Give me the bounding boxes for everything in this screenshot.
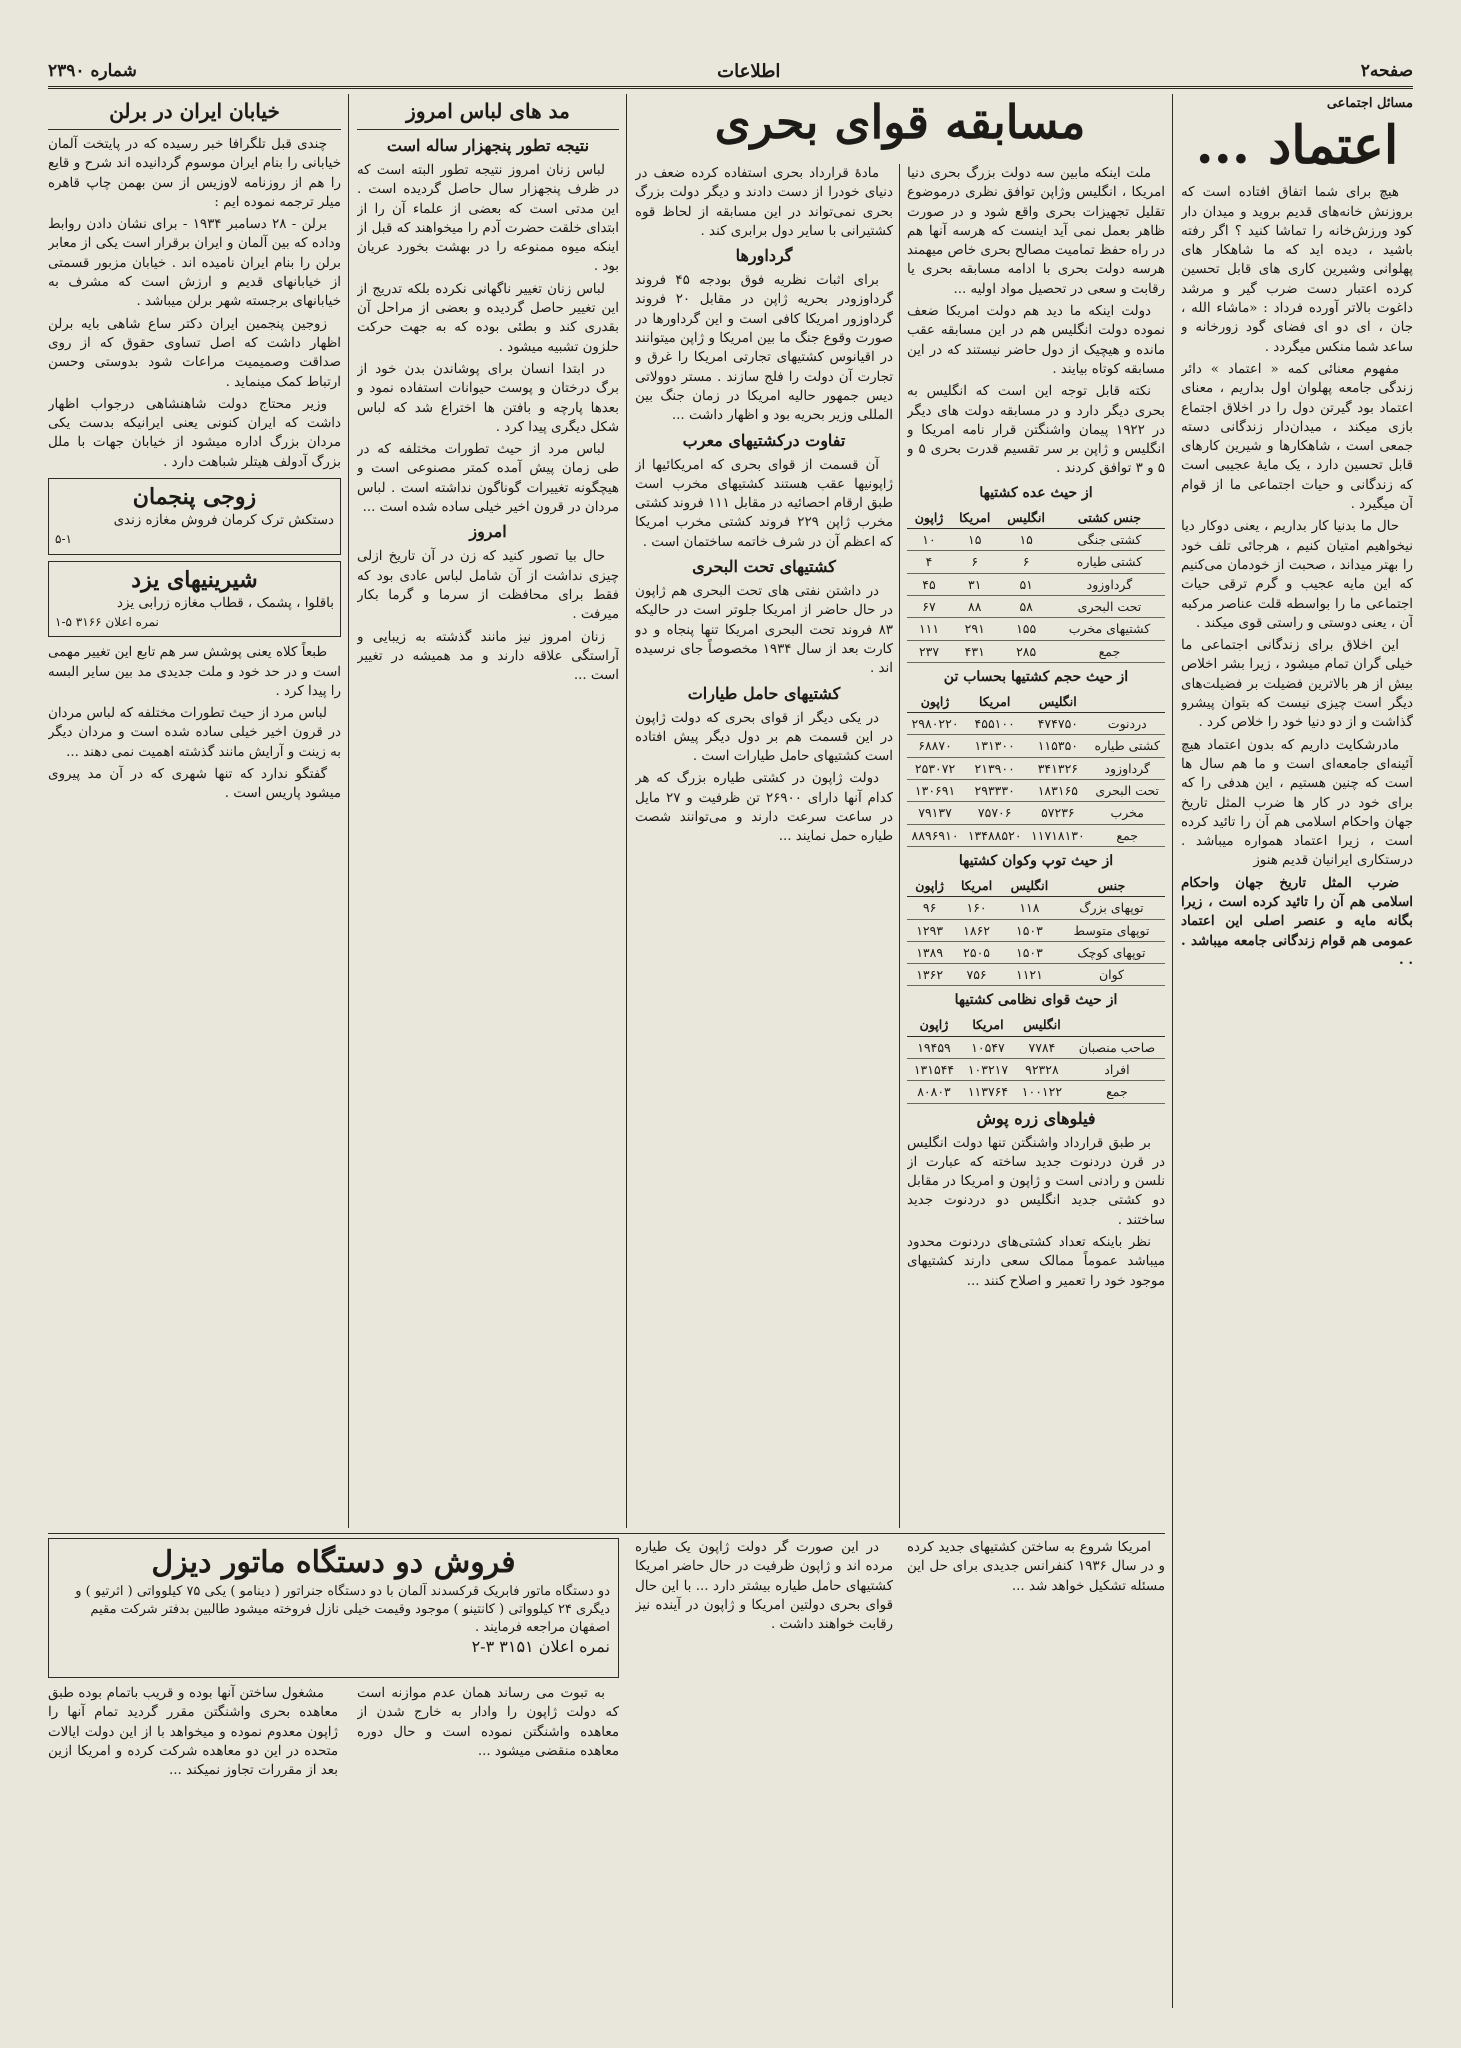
table-cell: ۲۹۱ (951, 618, 998, 640)
table-title-tonnage: از حیث حجم کشتیها بحساب تن (943, 668, 1129, 685)
table-cell: ۱۰۳۲۱۷ (961, 1058, 1015, 1080)
table-header: ژاپون (907, 507, 951, 529)
table-cell: ۱۵۰۳ (1001, 919, 1058, 941)
table-header: انگلیس (1001, 875, 1058, 897)
table-cell: ۱۹۴۵۹ (907, 1036, 961, 1058)
paragraph: دولت ژاپون در کشتی طیاره بزرگ که هر کدام آنها دارای ۲۶۹۰۰ تن ظرفیت و ۲۷ مایل در ساعت سرعت دارند و می‌توانند شصت طیاره حمل نمایند ... (635, 771, 893, 845)
table-header: امریکا (952, 875, 1001, 897)
table-cell: ۶۷ (907, 595, 951, 617)
table-title-counts: از حیث عده کشتیها (979, 484, 1093, 501)
page-number: صفحه۲ (1360, 61, 1413, 81)
table-cell: گرداوزود (1089, 757, 1165, 779)
paragraph: دولت اینکه ما دید هم دولت امریکا ضعف نموده دولت انگلیس هم در این مسابقه عقب مانده و هیچیک از دول حاضر نیستند که در این مسابقه کوتاه بیایند . (907, 304, 1165, 377)
table-cell: ۱۱۳۷۶۴ (961, 1081, 1015, 1103)
bottom-column (907, 1538, 1165, 2008)
paragraph: زنان امروز نیز مانند گذشته به زیبایی و آراستگی علاقه دارند و مد همیشه در تغییر است ... (357, 629, 619, 684)
table-cell: ۱۳۱۳۰۰ (963, 735, 1026, 757)
table-cell: ۲۹۳۳۳۰ (963, 780, 1026, 802)
section-heading: تفاوت درکشتیهای معرب (682, 430, 846, 450)
ad-body: دستکش ترک کرمان فروش مغازه زندی (113, 513, 334, 529)
article-title-berlin: خیابان ایران در برلن (109, 99, 280, 123)
table-cell: ۴۳۱ (951, 640, 998, 662)
table-cell: ۶۸۸۷۰ (907, 735, 963, 757)
paragraph: گفتگو ندارد که تنها شهری که در آن مد پیروی میشود پاریس است . (48, 767, 341, 802)
table-cell: دردنوت (1089, 713, 1165, 735)
paragraph: نکته قابل توجه این است که انگلیس به بحری دیگر دارد و در مسابقه دولت های دیگر در ۱۹۲۲ پیمان واشنگتن قرار نامه امریکا و انگلیس و ژاپن بر سر تقسیم قدرت بحری ۵ و ۵ و ۳ توافق کردند . (907, 384, 1165, 477)
table-cell: ۹۲۳۲۸ (1015, 1058, 1069, 1080)
table-cell: جمع (1089, 824, 1165, 846)
table-row (907, 780, 1165, 802)
table-cell: کشتی طیاره (1089, 735, 1165, 757)
table-cell: ۱۰ (907, 529, 951, 551)
table-row (907, 529, 1165, 551)
table-cell: ۷۵۷۰۶ (963, 802, 1026, 824)
table-cell: ۱۱۷۱۸۱۳۰ (1026, 824, 1089, 846)
table-cell: ۳۴۱۳۲۶ (1026, 757, 1089, 779)
columns-grid (48, 94, 1413, 2008)
table-cell: تحت البحری (1089, 780, 1165, 802)
table-title-crews: از حیث قوای نظامی کشتیها (954, 992, 1118, 1009)
table-cell: ۷۷۸۴ (1015, 1036, 1069, 1058)
advertisement (48, 478, 341, 555)
paragraph: مادرشکایت داریم که بدون اعتماد هیچ آئینه‌ای جامعه‌ای است و ما هم سال ها است که چنین هستیم ، این هدفی را که برای خود در کار ها ضرب المثل تاریخ جهان واحکام اسلامی هم آن را تائید کرده است ، زیرا اعتماد همواره میباشد . درستکاری ایرانیان قدیم هنوز (1181, 737, 1413, 869)
table-cell: ۲۸۵ (998, 640, 1054, 662)
paragraph: وزیر محتاج دولت شاهنشاهی درجواب اظهار داشت که ایران کنونی یعنی ایرانیکه بدست یکی مردان بزرگ اداره میشود از خیابان جهات با ملل بزرگ آدولف هیتلر شباهت دارد . (48, 396, 341, 470)
table-cell: ۱۰۰۱۲۲ (1015, 1081, 1069, 1103)
paragraph: آن قسمت از قوای بحری که امریکائیها از ژاپونیها عقب هستند کشتیهای مخرب است طبق ارقام احصائیه در مقابل ۱۱۱ فروند کشتی مخرب ژاپن ۲۲۹ فروند کشتی مخرب امریکا که اعظم آن در شرف خاتمه ساختمان است . (635, 457, 893, 550)
paragraph: لباس زنان امروز نتیجه تطور البته است که در ظرف پنجهزار سال حاصل گردیده است . این مدتی است که بعضی از علماء آن را از ابتدای خلقت حضرت آدم را میخواهند که قبل از اینکه میوه ممنوعه را در بهشت بخورد عریان بود . (357, 163, 619, 275)
table-cell: ۵۷۲۳۶ (1026, 802, 1089, 824)
table-header: انگلیس (1015, 1014, 1069, 1036)
table-cell: ۱۸۶۲ (952, 919, 1001, 941)
column-rule (626, 94, 627, 1528)
bottom-column (48, 1684, 338, 2008)
table-ship-counts (907, 507, 1165, 663)
table-header: ژاپون (907, 691, 963, 713)
column-rule (899, 164, 900, 1528)
table-cell: ۲۳۷ (907, 640, 951, 662)
article-title-naval: مسابقه قوای بحری (714, 95, 1086, 149)
table-tonnage (907, 691, 1165, 847)
naval-subcolumn-right (907, 164, 1165, 1528)
paragraph: مشغول ساختن آنها بوده و قریب باتمام بوده طبق معاهده بحری واشنگتن مقرر گردید تمام آنها را ژاپون معدوم نموده و میخواهد با از این دولت ایالات متحده در این دو معاهده شرکت کرده و امریکا ازین بعد از مقررات تجاوز نمیکند ... (48, 1686, 338, 1779)
paragraph: امریکا شروع به ساختن کشتیهای جدید کرده و در سال ۱۹۳۶ کنفرانس جدیدی برای حل این مسئله تشکیل خواهد شد ... (907, 1540, 1165, 1594)
table-cell: ۷۵۶ (952, 964, 1001, 986)
paragraph: مفهوم معنائی کمه « اعتماد » دائر زندگی جامعه پهلوان اول بداریم ، معنای اعتماد بود گیرتن دول را در اخلاق اجتماع بازی میکند ، میدان‌دار زندگانی دسته جمعی است ، شاهکارها و شیرین کارهای قابل تحسین دارد ، یک مایهٔ عجیبی است که زندگانی و حیات اجتماعی ما از قوام آن میگیرد . (1181, 361, 1413, 513)
table-row (907, 618, 1165, 640)
table-cell: ۱۱۲۱ (1001, 964, 1058, 986)
table-cell: ۳۱ (951, 573, 998, 595)
ad-number: نمره اعلان ۳۱۵۱ ۳-۲ (471, 1637, 610, 1656)
column-berlin (48, 94, 341, 1528)
table-cell: کوان (1058, 964, 1165, 986)
paragraph: نظر باینکه تعداد کشتی‌های دردنوت محدود میباشد عموماً ممالک سعی دارند کشتیهای موجود خود را تعمیر و اصلاح کنند ... (907, 1235, 1165, 1289)
section-kicker: مسائل اجتماعی (1326, 96, 1413, 111)
table-cell: ۴۵۵۱۰۰ (963, 713, 1026, 735)
table-cell: صاحب منصبان (1069, 1036, 1165, 1058)
table-cell: ۱۵۵ (998, 618, 1054, 640)
article-subtitle-fashion: نتیجه تطور پنجهزار ساله است (386, 136, 590, 155)
table-cell: کشتی جنگی (1054, 529, 1165, 551)
table-row (907, 1036, 1165, 1058)
table-cell: کشتی طیاره (1054, 551, 1165, 573)
ad-number: ۵-۱ (55, 532, 72, 547)
paragraph: در این صورت گر دولت ژاپون یک طیاره مرده اند و ژاپون ظرفیت در حال حاضر امریکا کشتیهای حامل طیاره بیشتر دارد ... با این حال قوای بحری دولتین امریکا و ژاپون در آینده نیز رقابت خواهند داشت . (635, 1540, 893, 1633)
masthead (48, 56, 1413, 89)
paragraph: لباس زنان تغییر ناگهانی نکرده بلکه تدریج از این تغییر حاصل گردیده و بعضی از مراحل آن بقدری کند و بطئی بوده که به جهت حرکت حلزون تشبیه میشود . (357, 281, 619, 355)
table-cell: ۲۵۳۰۷۲ (907, 757, 963, 779)
paragraph: حال بیا تصور کنید که زن در آن تاریخ ازلی چیزی نداشت از آن شامل لباس عادی بود که فقط برای محافظت از سرما و گرما بکار میرفت . (357, 549, 619, 623)
column-naval (635, 94, 1165, 1528)
table-header: ژاپون (907, 1014, 961, 1036)
ad-title: زوجی پنجمان (132, 484, 257, 511)
table-cell: ۱۳۶۲ (907, 964, 952, 986)
table-cell: گرداوزود (1054, 573, 1165, 595)
table-cell: ۸۰۸۰۳ (907, 1081, 961, 1103)
table-row (907, 640, 1165, 662)
paragraph: حال ما بدنیا کار بداریم ، یعنی دوکار دیا نیخواهیم امتیان کنیم ، هرجائی تلف خود را بهتر میداند ، صحبت از خودمان می‌کنیم که این مایه عجیب و گرم ترقی حیات اجتماعی ما را بواسطه قلت عناصر مرکبه آن ، یعنی دوستی و راستی قوی میکند . (1181, 519, 1413, 631)
paper-name: اطلاعات (717, 60, 781, 82)
table-cell: جمع (1069, 1081, 1165, 1103)
table-cell: افراد (1069, 1058, 1165, 1080)
table-cell: ۱۵ (998, 529, 1054, 551)
paragraph: در داشتن نفتی های تحت البحری هم ژاپون در حال حاضر از امریکا جلوتر است در حالیکه ۸۳ فروند تحت البحری امریکا تنها پنجاه و دو کارت بعد از سال ۱۹۳۴ مخصوصاً جای نرسیده اند . (635, 584, 893, 677)
table-cell: کشتیهای مخرب (1054, 618, 1165, 640)
table-cell: ۸۸۹۶۹۱۰ (907, 824, 963, 846)
motor-ad (48, 1538, 619, 1678)
divider (48, 129, 341, 130)
table-cell: ۱۱۱ (907, 618, 951, 640)
divider (357, 129, 619, 130)
table-cell: ۱۳۰۶۹۱ (907, 780, 963, 802)
table-cell: توپهای کوچک (1058, 941, 1165, 963)
table-header: امریکا (951, 507, 998, 529)
table-row (907, 964, 1165, 986)
table-cell: ۱۵۰۳ (1001, 941, 1058, 963)
advertisement (48, 561, 341, 638)
table-crews (907, 1014, 1165, 1103)
article-title-fashion: مد های لباس امروز (406, 99, 570, 123)
table-row (907, 713, 1165, 735)
paragraph: برای اثبات نظریه فوق بودجه ۴۵ فروند گرداوزودر بحریه ژاپن در مقابل ۲۰ فروند گرداوزور امریکا کافی است و این گرداورها در صورت وقوع جنگ ما بین امریکا و ژاپن میتوانند در اقیانوس کشتیهای تجارتی امریکا را غرق و تجارت آن دولت را فلج سازند . مستر دوولاتی دیس جمهور حالیه امریکا در زمان جنگ بین المللی وزیر بحریه بود و اظهار داشت ... (635, 273, 893, 424)
column-rule (1172, 94, 1173, 2008)
column-rule (348, 94, 349, 1528)
table-header: انگلیس (998, 507, 1054, 529)
paragraph: هیچ برای شما اتفاق افتاده است که بروزنش خانه‌های قدیم بروید و میدان دار کود ورزش‌خانه را تماشا کنید ؟ اگر رفته باشید ، دیده اید که ما شاهکار های پهلوانی وشیرین کاری های قابل تحسین کرده اعتبار دست ضرب گیر و مرشد داغوت بالاتر آورده فرداد : «ماشاء الله ، جان ، ای دو ای فضای گود زورخانه و ساعد شما منکس میگردد . (1181, 185, 1413, 355)
table-cell: ۴۷۴۷۵۰ (1026, 713, 1089, 735)
paragraph: در ابتدا انسان برای پوشاندن بدن خود از برگ درختان و پوست حیوانات استفاده نمود و بعدها پارچه و بافتن ها اختراع شد که لباس شکل دیگری پیدا کرد . (357, 361, 619, 435)
table-cell: ۱۱۵۳۵۰ (1026, 735, 1089, 757)
table-cell: ۱۰۵۴۷ (961, 1036, 1015, 1058)
table-cell: ۲۹۸۰۲۲۰ (907, 713, 963, 735)
ad-title: شیرینیهای یزد (131, 566, 258, 593)
table-guns (907, 875, 1165, 986)
table-row (907, 1081, 1165, 1103)
table-cell: توپهای بزرگ (1058, 897, 1165, 919)
table-cell: ۶ (951, 551, 998, 573)
table-row (907, 757, 1165, 779)
table-cell: مخرب (1089, 802, 1165, 824)
paragraph: بر طبق قرارداد واشنگتن تنها دولت انگلیس در قرن دردنوت جدید ساخته که عبارت از نلسن و رادنی است و ژاپون و امریکا در مقابل دو کشتی جدید انگلیس دو دردنوت جدید ساختند . (907, 1135, 1165, 1228)
table-header: ژاپون (907, 875, 952, 897)
table-row (907, 824, 1165, 846)
paragraph: در یکی دیگر از قوای بحری که دولت ژاپون در این قسمت هم بر دول دیگر پیش افتاده است کشتیهای حامل طیارات است . (635, 710, 893, 765)
section-heading: گرداورها (735, 246, 793, 266)
paragraph: لباس مرد از حیث تطورات مختلفه که در طی زمان پیش آمده کمتر مصنوعی است و هیچگونه تغییرات گوناگون نداشته است . لباس مردان در قرون اخیر خیلی ساده شده است ... (357, 442, 619, 516)
table-cell: ۱۳۱۵۴۴ (907, 1058, 961, 1080)
paragraph: لباس مرد از حیث تطورات مختلفه که لباس مردان در قرون اخیر خیلی ساده شده است و مردان دیگر به زینت و آرایش مانند گذشته اهمیت نمی دهند ... (48, 706, 341, 760)
table-cell: ۷۹۱۳۷ (907, 802, 963, 824)
divider (48, 1533, 1165, 1534)
table-cell: ۴۵ (907, 573, 951, 595)
paragraph: برلن - ۲۸ دسامبر ۱۹۳۴ - برای نشان دادن روابط وداده که بین آلمان و ایران برقرار است یکی از معابر برلن را بنام ایران نامیده اند . خیابان مزبور قسمتی از خیابانهای قدیم و ارزش است که مشرف به خیابانهای برجسته شهر برلن میباشد . (48, 217, 341, 310)
ad-body: دو دستگاه ماتور فابریک قرکسدند آلمان با دو دستگاه جنراتور ( دینامو ) یکی ۷۵ کیلوواتی ( اثرتیو ) و دیگری ۲۴ کیلوواتی ( کانتینو ) موجود وقیمت خیلی نازل فروخته میشود طالبین بدفتر شرکت مقیم اصفهان مراجعه فرمایند . (75, 1584, 610, 1635)
section-heading: امروز (469, 522, 507, 542)
table-cell: جمع (1054, 640, 1165, 662)
bottom-band (48, 1528, 1165, 2008)
table-cell: ۵۸ (998, 595, 1054, 617)
table-row (907, 1058, 1165, 1080)
table-cell: ۱۵ (951, 529, 998, 551)
table-cell: ۱۱۸ (1001, 897, 1058, 919)
table-cell: ۵۱ (998, 573, 1054, 595)
table-cell: ۸۸ (951, 595, 998, 617)
paragraph: به تبوت می رساند همان عدم موازنه است که دولت ژاپون را وادار به خارج شدن از معاهده واشنگتن نموده است و حال دوره معاهده منقضی میشود ... (357, 1686, 619, 1759)
table-cell: ۱۸۳۱۶۵ (1026, 780, 1089, 802)
paragraph: ضرب المثل تاریخ جهان واحکام اسلامی هم آن را تائید کرده است ، زیرا بگانه مایه و عنصر اصلی این اعتماد عمومی هم قوام زندگانی جامعه میباشد . . . (1181, 874, 1413, 968)
table-cell: ۲۱۳۹۰۰ (963, 757, 1026, 779)
table-header: جنس (1058, 875, 1165, 897)
table-row (907, 551, 1165, 573)
section-heading: کشتیهای حامل طیارات (687, 683, 841, 703)
article-title-trust: اعتماد ... (1195, 115, 1399, 177)
paragraph: این اخلاق برای زندگانی اجتماعی ما خیلی گران تمام میشود ، زیرا بشر اخلاص بیش از هر بالاترین فضیلت بر فضیلت‌های دیگر است چیزی نیست که بتوان پیشرو گذاشت و از دو دنیا خود را خلاص کرد . (1181, 638, 1413, 731)
table-cell: ۴ (907, 551, 951, 573)
table-row (907, 573, 1165, 595)
paragraph: چندی قبل تلگرافا خبر رسیده که در پایتخت آلمان خیابانی را بنام ایران موسوم گردانیده اند شرح و قایع را هم از روزنامه لاوزیس از سن بهمن چاپ قاهره میلر ترجمه نموده ایم : (48, 137, 341, 210)
table-cell: توپهای متوسط (1058, 919, 1165, 941)
section-heading: کشتیهای تحت البحری (692, 557, 836, 577)
table-cell: ۱۳۴۸۸۵۲۰ (963, 824, 1026, 846)
ad-title: فروش دو دستگاه ماتور دیزل (151, 1545, 516, 1580)
table-header (1069, 1014, 1165, 1036)
table-cell: ۹۶ (907, 897, 952, 919)
section-heading: فیلوهای زره پوش (976, 1108, 1096, 1128)
table-header (1089, 691, 1165, 713)
table-cell: ۶ (998, 551, 1054, 573)
column-trust (1181, 94, 1413, 2008)
table-row (907, 595, 1165, 617)
table-row (907, 941, 1165, 963)
table-row (907, 897, 1165, 919)
table-row (907, 919, 1165, 941)
bottom-column (635, 1538, 893, 2008)
table-cell: ۱۳۸۹ (907, 941, 952, 963)
paragraph: زوجین پنجمین ایران دکتر ساع شاهی بایه برلن اظهار داشت که اصل تساوی حقوق که از روی صداقت وصمیمیت مراعات شود بدوستی وحسن ارتباط کمک مینماید . (48, 316, 341, 390)
table-header: امریکا (963, 691, 1026, 713)
table-header: امریکا (961, 1014, 1015, 1036)
paragraph: ملت اینکه مابین سه دولت بزرگ بحری دنیا امریکا ، انگلیس وژاپن توافق نظری درموضوع تقلیل تجهیزات بحری واقع شود و در صورت ظاهر بعمل نمی آید اینست که هرسه آنها هم در راه حفظ تمامیت مصالح بحری خاص میهمند هرسه دولت بحری با ادامه مسابقه بحری یا رقابت و سعی در تحصیل مواد اولیه ... (907, 166, 1165, 297)
table-cell: ۱۶۰ (952, 897, 1001, 919)
paragraph: طبعاً کلاه یعنی پوشش سر هم تابع این تغییر مهمی است و در حد خود و ملت جدیدی مد بین سایر البسه را پیدا کرد . (48, 645, 341, 699)
table-header: انگلیس (1026, 691, 1089, 713)
issue-number: شماره ۲۳۹۰ (48, 61, 137, 81)
bottom-column (357, 1684, 619, 2008)
paragraph: مادهٔ قرارداد بحری استفاده کرده ضعف در دنیای خودرا از دست دادند و دیگر دولت بزرگ بحری نمی‌تواند در این مسابقه از لحاظ قوه کشتیرانی با سایر دول برابری کند . (635, 166, 893, 239)
column-fashion (357, 94, 619, 1528)
table-header: جنس کشتی (1054, 507, 1165, 529)
table-cell: ۲۵۰۵ (952, 941, 1001, 963)
table-row (907, 735, 1165, 757)
table-cell: ۱۲۹۳ (907, 919, 952, 941)
table-cell: تحت البحری (1054, 595, 1165, 617)
table-title-guns: از حیث توپ وکوان کشتیها (958, 852, 1114, 869)
ad-number: نمره اعلان ۳۱۶۶ ۵-۱ (55, 614, 159, 629)
table-row (907, 802, 1165, 824)
naval-subcolumn-left (635, 164, 893, 1528)
ad-body: باقلوا ، پشمک ، قطاب مغازه زرابی یزد (116, 595, 334, 611)
